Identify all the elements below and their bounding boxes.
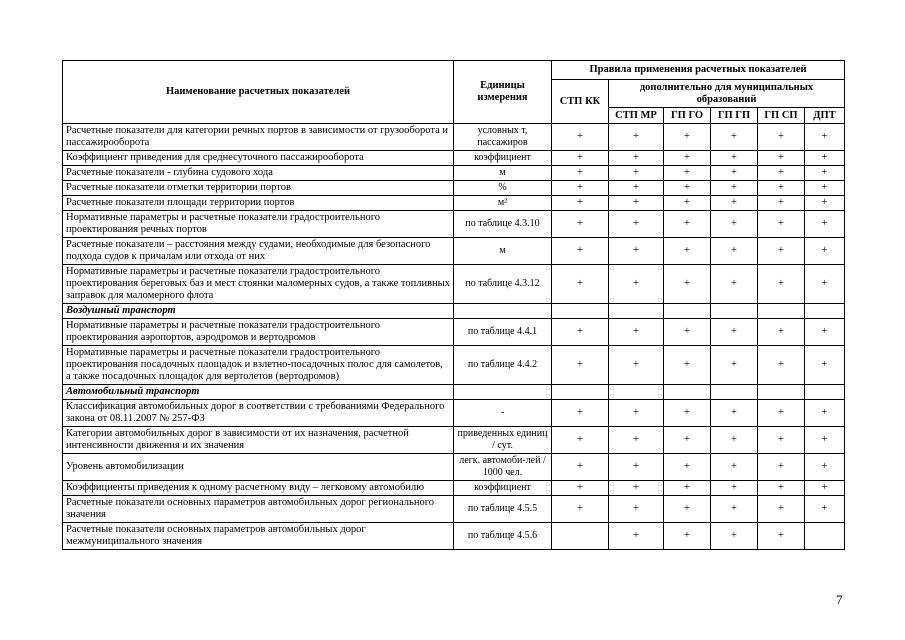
applicability-mark: + [664, 166, 711, 181]
indicator-unit: приведенных единиц / сут. [454, 427, 552, 454]
applicability-mark: + [609, 496, 664, 523]
applicability-mark: + [805, 238, 845, 265]
applicability-mark: + [805, 181, 845, 196]
empty-cell [805, 304, 845, 319]
applicability-mark: + [758, 454, 805, 481]
applicability-mark: + [758, 319, 805, 346]
applicability-mark: + [711, 400, 758, 427]
applicability-mark: + [552, 400, 609, 427]
applicability-mark: + [552, 265, 609, 304]
indicator-unit: по таблице 4.3.10 [454, 211, 552, 238]
empty-cell [454, 304, 552, 319]
applicability-mark: + [805, 196, 845, 211]
applicability-mark: + [664, 238, 711, 265]
indicator-name: Классификация автомобильных дорог в соответствии с требованиями Федерального закона от 08.11.2007 № 257-ФЗ [63, 400, 454, 427]
applicability-mark: + [711, 124, 758, 151]
empty-cell [664, 385, 711, 400]
applicability-mark: + [758, 238, 805, 265]
indicator-name: Расчетные показатели основных параметров автомобильных дорог регионального значения [63, 496, 454, 523]
applicability-mark: + [664, 181, 711, 196]
applicability-mark: + [711, 181, 758, 196]
applicability-mark: + [552, 238, 609, 265]
indicator-unit: по таблице 4.3.12 [454, 265, 552, 304]
applicability-mark: + [664, 124, 711, 151]
applicability-mark: + [711, 454, 758, 481]
applicability-mark: + [805, 166, 845, 181]
applicability-mark: + [758, 151, 805, 166]
table-row [63, 265, 845, 304]
applicability-mark: + [805, 496, 845, 523]
applicability-mark: + [552, 196, 609, 211]
indicator-unit: по таблице 4.4.2 [454, 346, 552, 385]
table-row [63, 319, 845, 346]
indicator-name: Расчетные показатели площади территории портов [63, 196, 454, 211]
indicator-name: Расчетные показатели основных параметров автомобильных дорог межмуниципального значения [63, 523, 454, 550]
indicators-table [62, 60, 845, 550]
applicability-mark: + [805, 265, 845, 304]
applicability-mark: + [711, 427, 758, 454]
empty-cell [609, 304, 664, 319]
indicator-name: Нормативные параметры и расчетные показатели градостроительного проектирования береговых баз и мест стоянки маломерных судов, а также топливных заправок для маломерного флота [63, 265, 454, 304]
applicability-mark: + [609, 196, 664, 211]
indicator-name: Коэффициент приведения для среднесуточного пассажирооборота [63, 151, 454, 166]
applicability-mark: + [609, 151, 664, 166]
applicability-mark: + [552, 124, 609, 151]
empty-cell [552, 385, 609, 400]
indicator-name: Нормативные параметры и расчетные показатели градостроительного проектирования посадочных площадок и взлетно-посадочных полос для самолетов, а также посадочных площадок для вертолетов (вертодромов) [63, 346, 454, 385]
empty-cell [758, 304, 805, 319]
applicability-mark [805, 523, 845, 550]
table-row [63, 238, 845, 265]
indicator-name: Нормативные параметры и расчетные показатели градостроительного проектирования речных портов [63, 211, 454, 238]
table-row [63, 211, 845, 238]
applicability-mark: + [711, 481, 758, 496]
applicability-mark: + [805, 319, 845, 346]
applicability-mark: + [758, 181, 805, 196]
indicator-name: Расчетные показатели - глубина судового хода [63, 166, 454, 181]
applicability-mark: + [758, 427, 805, 454]
section-title: Воздушный транспорт [63, 304, 454, 319]
applicability-mark: + [609, 481, 664, 496]
header-rules: Правила применения расчетных показателей [552, 61, 845, 80]
table-row [63, 400, 845, 427]
empty-cell [805, 385, 845, 400]
table-row [63, 124, 845, 151]
indicator-name: Расчетные показатели для категории речных портов в зависимости от грузооборота и пассажирооборота [63, 124, 454, 151]
indicator-unit: м [454, 166, 552, 181]
applicability-mark: + [711, 196, 758, 211]
applicability-mark: + [552, 427, 609, 454]
indicator-unit: % [454, 181, 552, 196]
empty-cell [552, 304, 609, 319]
indicator-name: Расчетные показатели – расстояния между судами, необходимые для безопасного подхода судов к причалам или отхода от них [63, 238, 454, 265]
indicator-unit: коэффициент [454, 151, 552, 166]
table-row [63, 496, 845, 523]
applicability-mark: + [711, 265, 758, 304]
applicability-mark: + [552, 454, 609, 481]
applicability-mark: + [711, 151, 758, 166]
applicability-mark: + [609, 211, 664, 238]
applicability-mark: + [758, 523, 805, 550]
applicability-mark: + [664, 346, 711, 385]
applicability-mark: + [711, 211, 758, 238]
indicator-name: Уровень автомобилизации [63, 454, 454, 481]
applicability-mark: + [552, 181, 609, 196]
applicability-mark: + [552, 151, 609, 166]
table-row [63, 481, 845, 496]
indicator-name: Нормативные параметры и расчетные показатели градостроительного проектирования аэропортов, аэродромов и вертодромов [63, 319, 454, 346]
indicator-unit: по таблице 4.5.5 [454, 496, 552, 523]
applicability-mark: + [552, 319, 609, 346]
header-sub-col: ГП ГП [711, 108, 758, 124]
applicability-mark: + [758, 124, 805, 151]
table-row [63, 523, 845, 550]
applicability-mark: + [758, 211, 805, 238]
applicability-mark: + [805, 427, 845, 454]
applicability-mark: + [609, 124, 664, 151]
applicability-mark: + [711, 346, 758, 385]
applicability-mark: + [758, 265, 805, 304]
applicability-mark: + [552, 481, 609, 496]
applicability-mark: + [664, 151, 711, 166]
section-title: Автомобильный транспорт [63, 385, 454, 400]
applicability-mark: + [805, 454, 845, 481]
section-row [63, 304, 845, 319]
header-name: Наименование расчетных показателей [63, 61, 454, 124]
applicability-mark: + [664, 265, 711, 304]
applicability-mark: + [664, 400, 711, 427]
table-row [63, 196, 845, 211]
applicability-mark: + [664, 454, 711, 481]
applicability-mark: + [552, 496, 609, 523]
empty-cell [711, 385, 758, 400]
applicability-mark: + [805, 481, 845, 496]
applicability-mark: + [758, 481, 805, 496]
indicator-unit: - [454, 400, 552, 427]
table-body [63, 124, 845, 550]
table-row [63, 427, 845, 454]
empty-cell [711, 304, 758, 319]
empty-cell [664, 304, 711, 319]
applicability-mark: + [711, 496, 758, 523]
applicability-mark: + [609, 265, 664, 304]
indicator-unit: по таблице 4.4.1 [454, 319, 552, 346]
page-number: 7 [836, 592, 843, 607]
applicability-mark: + [711, 238, 758, 265]
indicator-unit: м² [454, 196, 552, 211]
indicator-unit: м [454, 238, 552, 265]
applicability-mark: + [758, 400, 805, 427]
applicability-mark: + [609, 346, 664, 385]
indicator-unit: по таблице 4.5.6 [454, 523, 552, 550]
header-unit: Единицы измерения [454, 61, 552, 124]
header-sub-col: СТП МР [609, 108, 664, 124]
applicability-mark: + [609, 166, 664, 181]
empty-cell [609, 385, 664, 400]
applicability-mark: + [805, 400, 845, 427]
applicability-mark: + [609, 400, 664, 427]
table-row [63, 454, 845, 481]
header-extra: дополнительно для муниципальных образований [609, 80, 845, 108]
applicability-mark: + [552, 211, 609, 238]
applicability-mark: + [758, 496, 805, 523]
applicability-mark: + [609, 523, 664, 550]
applicability-mark: + [609, 454, 664, 481]
applicability-mark: + [805, 124, 845, 151]
indicator-name: Расчетные показатели отметки территории портов [63, 181, 454, 196]
applicability-mark: + [664, 523, 711, 550]
applicability-mark [552, 523, 609, 550]
applicability-mark: + [664, 427, 711, 454]
table-row [63, 151, 845, 166]
applicability-mark: + [664, 319, 711, 346]
applicability-mark: + [552, 346, 609, 385]
table-row [63, 166, 845, 181]
applicability-mark: + [664, 196, 711, 211]
applicability-mark: + [758, 346, 805, 385]
applicability-mark: + [758, 166, 805, 181]
applicability-mark: + [711, 523, 758, 550]
applicability-mark: + [664, 211, 711, 238]
indicator-unit: условных т, пассажиров [454, 124, 552, 151]
applicability-mark: + [711, 319, 758, 346]
applicability-mark: + [664, 481, 711, 496]
applicability-mark: + [609, 238, 664, 265]
header-sub-col: ГП СП [758, 108, 805, 124]
header-sub-col: ДПТ [805, 108, 845, 124]
applicability-mark: + [664, 496, 711, 523]
table-row [63, 181, 845, 196]
applicability-mark: + [552, 166, 609, 181]
applicability-mark: + [609, 319, 664, 346]
empty-cell [454, 385, 552, 400]
section-row [63, 385, 845, 400]
indicator-unit: коэффициент [454, 481, 552, 496]
header-sub-col: ГП ГО [664, 108, 711, 124]
header-stp-kk: СТП КК [552, 80, 609, 124]
applicability-mark: + [805, 151, 845, 166]
indicator-unit: легк. автомоби-лей / 1000 чел. [454, 454, 552, 481]
applicability-mark: + [805, 211, 845, 238]
indicator-name: Категории автомобильных дорог в зависимости от их назначения, расчетной интенсивности движения и их значения [63, 427, 454, 454]
applicability-mark: + [609, 427, 664, 454]
empty-cell [758, 385, 805, 400]
applicability-mark: + [758, 196, 805, 211]
applicability-mark: + [805, 346, 845, 385]
indicator-name: Коэффициенты приведения к одному расчетному виду – легковому автомобилю [63, 481, 454, 496]
applicability-mark: + [609, 181, 664, 196]
table-row [63, 346, 845, 385]
applicability-mark: + [711, 166, 758, 181]
